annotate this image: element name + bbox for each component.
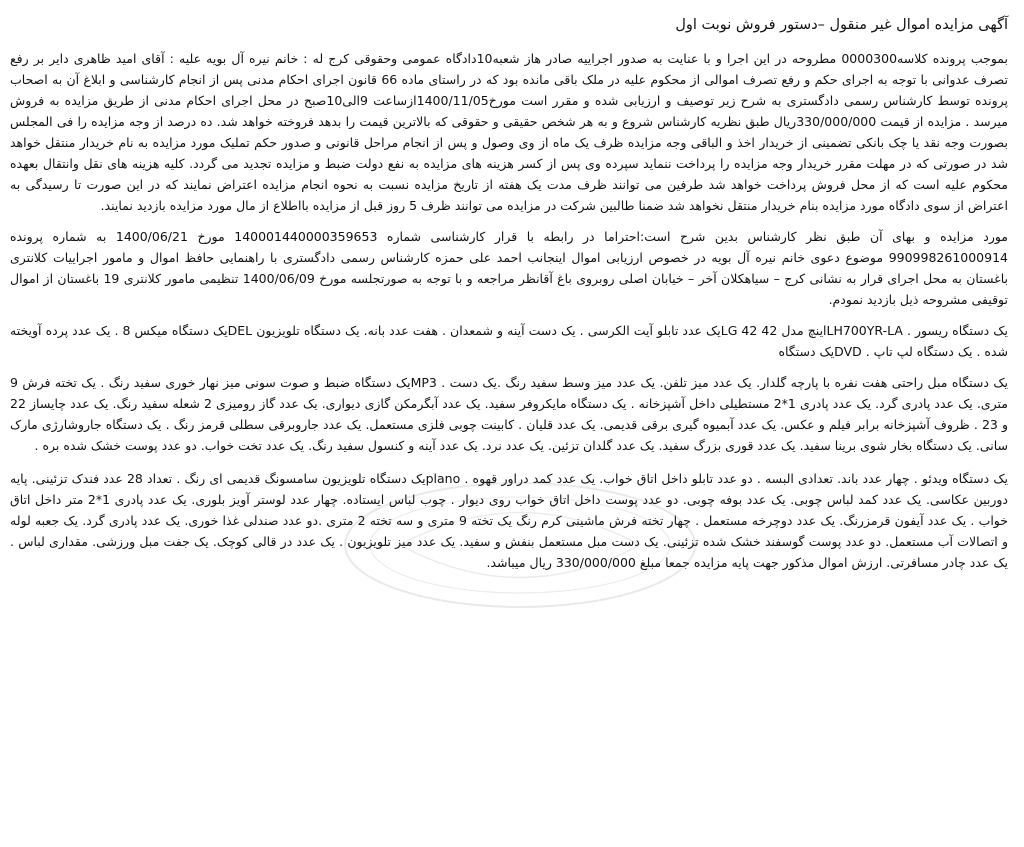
paragraph-items-misc: یک دستگاه ویدئو . چهار عدد باند. تعدادی البسه . دو عدد تابلو داخل اتاق خواب. یک عدد کمد دراور قهوه . planoیک دستگاه تلویزیون سامسونگ قدیمی ای رنگ . تعداد 28 عدد فندک تزئینی. پایه دوربین عکاسی. یک عدد کمد لباس چوبی. یک عدد بوفه چوبی. دو عدد پوست داخل اتاق خواب روی دیوار . چوب لباس ایستاده. چهار عدد لوستر آویز بلوری. یک عدد پادری 1*2 متر داخل اتاق خواب . یک عدد آیفون قرمزرنگ. یک عدد دوچرخه مستعمل . چهار تخته فرش ماشینی کرم رنگ یک تخته 9 متری و سه تخته 2 متری .دو عدد صندلی غذا خوری. یک عدد پادری گرد. یک جعبه لوله و اتصالات آب مستعمل. دو عدد پوست گوسفند خشک شده تزئینی. یک دست مبل مستعمل بنفش و سفید. یک عدد میز تلویزیون . یک عدد در قالی کوچک. یک جفت مبل ورزشی. مقداری لباس . یک عدد چادر مسافرتی. ارزش اموال مذکور جهت پایه مزایده جمعا مبلغ 330/000/000 ریال میباشد. xyxy=(10,471,1008,570)
paragraph-items-furniture: یک دستگاه مبل راحتی هفت نفره با پارچه گلدار. یک عدد میز تلفن. یک عدد میز وسط سفید رنگ .یک دست . MP3یک دستگاه ضبط و صوت سونی میز نهار خوری سفید رنگ . یک تخته فرش 9 متری. یک عدد پادری گرد. یک عدد پادری 1*2 مستطیلی داخل آشپزخانه . یک دستگاه مایکروفر سفید. یک عدد آبگرمکن گازی دیواری. یک عدد گاز رومیزی 2 شعله سفید رنگ. یک عدد چایساز 22 و 23 . ظروف آشپزخانه برابر فیلم و عکس. یک عدد آبمیوه گیری برقی قدیمی. یک عدد قلیان . کابینت چوبی فلزی مستعمل. یک عدد جاروبرقی سطلی قرمز رنگ . یک دستگاه جاروشارژی مارک سانی. یک دستگاه بخار شوی برینا سفید. یک عدد قوری بزرگ سفید. یک عدد گلدان تزئین. یک عدد نرد. یک عدد آینه و کنسول سفید رنگ. یک عدد تخت خواب. دو عدد پوست خشک شده بره . xyxy=(10,375,1009,453)
paragraph-expert-report: مورد مزایده و بهای آن طبق نظر کارشناس بدین شرح است:احتراما در رابطه با قرار کارشناسی شماره 140001440000359653 مورخ 1400/06/21 به شماره پرونده 990998261000914 موضوع دعوی خانم نیره آل بویه در خصوص ارزیابی اموال اینجانب احمد علی حمزه کارشناس رسمی دادگستری با راهنمایی حافظ اموال و مامور اجراییات کلانتری باغستان به محل اجرای قرار به نشانی کرج – سیاهکلان آخر – خیابان اصلی روبروی باغ آقانظر مراجعه و با توجه به صورتجلسه مورخ 1400/06/09 تنظیمی مامور کلانتری 19 باغستان از اموال توقیفی مشروحه ذیل بازدید نمودم. xyxy=(10,229,1009,307)
paragraph-items-electronics: یک دستگاه ریسور . LH700YR-LAاینچ مدل LG 42 42یک عدد تابلو آیت الکرسی . یک دست آینه و شمعدان . هفت عدد بانه. یک دستگاه تلویزیون DELیک دستگاه میکس 8 . یک عدد پرده آویخته شده . یک دستگاه لپ تاپ . DVDیک دستگاه xyxy=(10,323,1008,359)
notice-title: آگهی مزایده اموال غیر منقول –دستور فروش نوبت اول xyxy=(675,17,1008,33)
paragraph-terms: بموجب پرونده کلاسه0000300 مطروحه در این اجرا و با عنایت به صدور اجراییه صادر هاز شعبه10دادگاه عمومی وحقوقی کرج له : خانم نیره آل بویه علیه : آقای امید ظاهری دایر بر رفع تصرف عدوانی با توجه به اجرای حکم و رفع تصرف اموالی از محکوم علیه در ملک باقی مانده بود که در راستای ماده 66 قانون اجرای احکام مدنی پس از انجام کارشناسی و ابلاغ آن به اصحاب پرونده توسط کارشناس رسمی دادگستری به شرح زیر توصیف و ارزیابی شده و مقرر است مورخ1400/11/05ازساعت 9الی10صبح در محل اجرای احکام مدنی از طریق مزایده به فروش میرسد . مزایده از قیمت 330/000/000ریال طبق نظریه کارشناس شروع و به هر شخص حقیقی و حقوقی که بالاترین قیمت را بدهد فروخته خواهد شد. ده درصد از وجه مزایده را فی المجلس بصورت وجه نقد یا چک بانکی تضمینی از خریدار اخذ و الباقی وجه مزایده ظرف یک ماه از وی وصول و پس از انجام مراحل قانونی و صدور حکم تملیک مورد مزایده به نام خریدار منتقل خواهد شد در صورتی که در مهلت مقرر خریدار وجه مزایده را پرداخت ننماید سپرده وی پس از کسر هزینه های مزایده به نفع دولت ضبط و مزایده تجدید می گردد. کلیه هزینه های نقل وانتقال بعهده محکوم علیه است که از محل فروش پرداخت خواهد شد طرفین می توانند ظرف مدت یک هفته از تاریخ مزایده نسبت به نحوه انجام مزایده اعتراض نمایند که در این صورت تا رسیدگی به اعتراض از سوی دادگاه مورد مزایده بنام خریدار منتقل نخواهد شد ضمنا طالبین شرکت در مزایده می توانند ظرف 5 روز قبل از مزایده بااطلاع از مال مورد مزایده بازدید نمایند. xyxy=(10,51,1009,213)
